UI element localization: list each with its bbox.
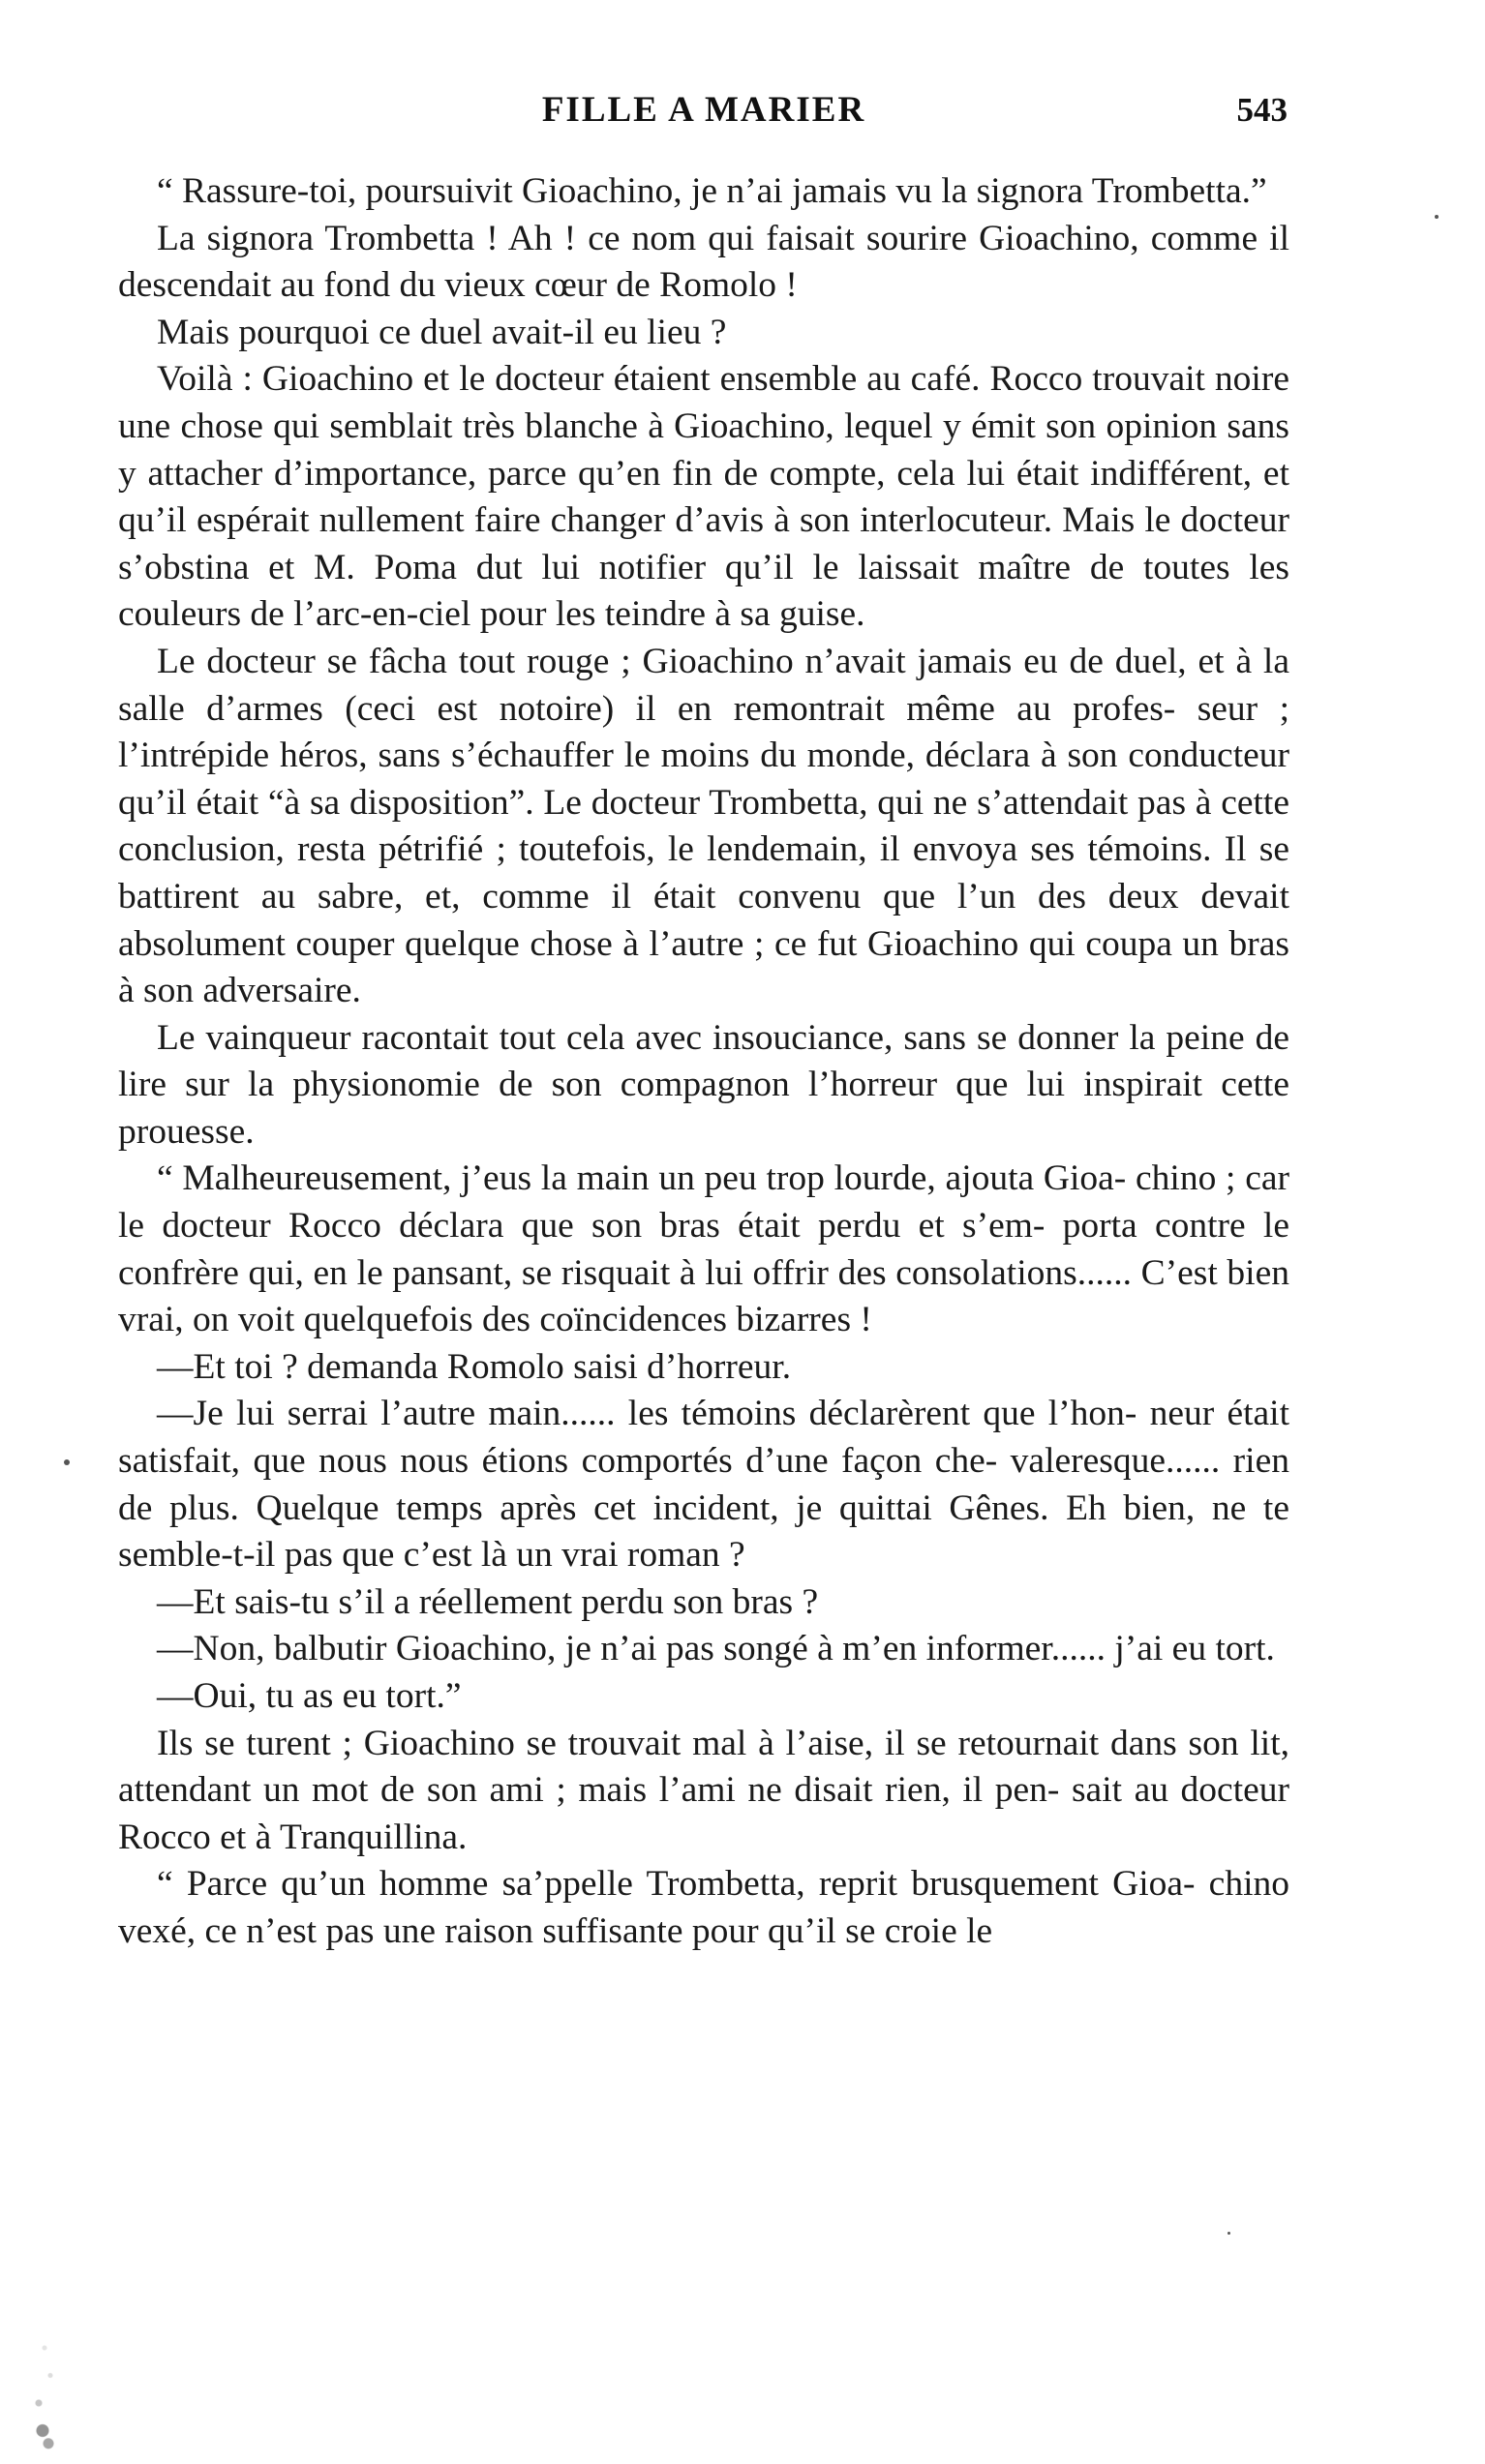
paragraph: Mais pourquoi ce duel avait-il eu lieu ? [157,312,727,352]
paragraph: “ Parce qu’un homme sa’ppelle Trombetta, reprit brusquement Gioa- chino vexé, ce n’est pas une raison suffisante pour qu’il se croie le [118,1864,1289,1951]
book-page [118,89,1289,1956]
paragraph: —Non, balbutir Gioachino, je n’ai pas songé à m’en informer...... j’ai eu tort. [157,1629,1275,1669]
running-title: FILLE A MARIER [541,90,866,130]
paragraph: —Oui, tu as eu tort.” [157,1676,462,1716]
paragraph: —Et toi ? demanda Romolo saisi d’horreur. [157,1346,792,1387]
scan-speck [1227,2232,1230,2235]
paragraph: “ Malheureusement, j’eus la main un peu trop lourde, ajouta Gioa- chino ; car le docteur Rocco déclara que son bras était perdu et s’em- porta contre le confrère qui, en le pansant, se risquait à lui offrir des consolations...... C’est bien vrai, on voit quelquefois des coïncidences bizarres ! [118,1158,1289,1340]
scan-speck [1435,215,1439,219]
paragraph: La signora Trombetta ! Ah ! ce nom qui faisait sourire Gioachino, comme il descendait au fond du vieux cœur de Romolo ! [118,218,1289,306]
paragraph: Le docteur se fâcha tout rouge ; Gioachino n’avait jamais eu de duel, et à la salle d’armes (ceci est notoire) il en remontrait même au profes- seur ; l’intrépide héros, sans s’échauffer le moins du monde, déclara à son conducteur qu’il était “à sa disposition”. Le docteur Trombetta, qui ne s’attendait pas à cette conclusion, resta pétrifié ; toutefois, le lendemain, il envoya ses témoins. Il se battirent au sabre, et, comme il était convenu que l’un des deux devait absolument couper quelque chose à l’autre ; ce fut Gioachino qui coupa un bras à son adversaire. [118,641,1289,1011]
running-head [118,89,1289,147]
body-text [118,168,1289,1956]
paragraph: “ Rassure-toi, poursuivit Gioachino, je n’ai jamais vu la signora Trombetta.” [157,171,1267,211]
paragraph: —Je lui serrai l’autre main...... les témoins déclarèrent que l’hon- neur était satisfait, que nous nous étions comportés d’une façon che- valeresque...... rien de plus. Quelque temps après cet incident, je quittai Gênes. Eh bien, ne te semble-t-il pas que c’est là un vrai roman ? [118,1394,1289,1576]
paragraph: Le vainqueur racontait tout cela avec insouciance, sans se donner la peine de lire sur la physionomie de son compagnon l’horreur que lui inspirait cette prouesse. [118,1017,1289,1152]
paragraph: Ils se turent ; Gioachino se trouvait mal à l’aise, il se retournait dans son lit, attendant un mot de son ami ; mais l’ami ne disait rien, il pen- sait au docteur Rocco et à Tranquillina. [118,1723,1289,1857]
paragraph: Voilà : Gioachino et le docteur étaient ensemble au café. Rocco trouvait noire une chose qui semblait très blanche à Gioachino, lequel y émit son opinion sans y attacher d’importance, parce qu’en fin de compte, cela lui était indifférent, et qu’il espérait nullement faire changer d’avis à son interlocuteur. Mais le docteur s’obstina et M. Poma dut lui notifier qu’il le laissait maître de toutes les couleurs de l’arc-en-ciel pour les teindre à sa guise. [118,359,1289,635]
page-number: 543 [1236,91,1288,129]
scan-edge-noise [27,2274,66,2458]
scan-speck [64,1459,70,1465]
paragraph: —Et sais-tu s’il a réellement perdu son bras ? [157,1581,819,1622]
